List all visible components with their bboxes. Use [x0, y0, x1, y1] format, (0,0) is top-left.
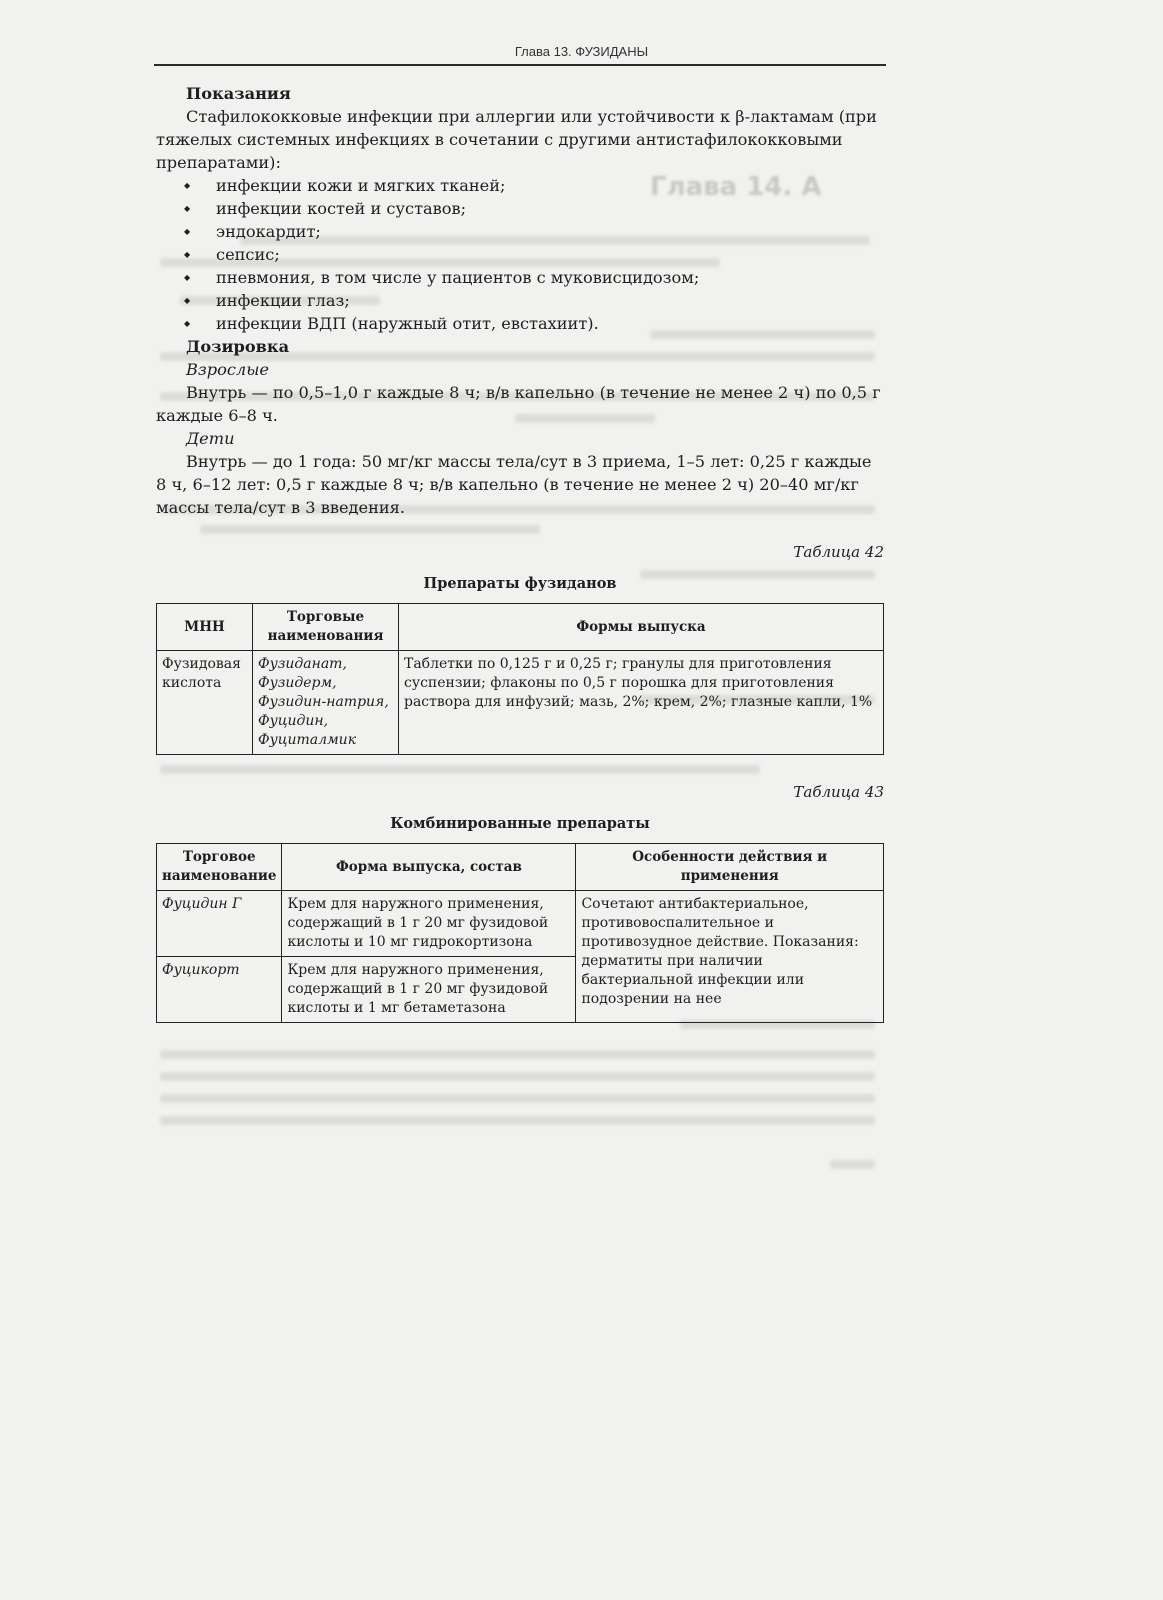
page-content — [156, 82, 884, 1023]
trade-name: Фузиданат, — [258, 656, 347, 672]
table42-title: Препараты фузиданов — [423, 575, 617, 592]
table-row — [157, 651, 884, 755]
col-name-header: Торговое наименование — [157, 844, 282, 891]
cell-inn: Фузидовая кислота — [157, 651, 253, 755]
trade-name: Фузидерм, — [258, 675, 337, 691]
list-item: ◆ инфекции глаз; — [184, 289, 884, 312]
cell-name: Фуцидин Г — [157, 891, 282, 957]
table43-caption: Таблица 43 — [793, 783, 884, 801]
list-item: ◆ инфекции костей и суставов; — [184, 197, 884, 220]
trade-name: Фузидин-натрия, — [258, 694, 389, 710]
list-item: ◆ инфекции ВДП (наружный отит, евстахиит). — [184, 312, 884, 335]
col-composition-header: Форма выпуска, состав — [282, 844, 576, 891]
cell-composition: Крем для наружного применения, содержащий в 1 г 20 мг фузидовой кислоты и 10 мг гидрокортизона — [282, 891, 576, 957]
adults-subheading: Взрослые — [186, 360, 269, 379]
cell-features: Сочетают антибактериальное, противовоспалительное и противозудное действие. Показания: дерматиты при наличии бактериальной инфекции или подозрении на нее — [576, 891, 884, 1023]
table-header-row — [157, 604, 884, 651]
list-item: ◆ инфекции кожи и мягких тканей; — [184, 174, 884, 197]
list-item: ◆ пневмония, в том числе у пациентов с муковисцидозом; — [184, 266, 884, 289]
col-inn-header: МНН — [157, 604, 253, 651]
table-row — [157, 891, 884, 957]
trade-name: Фуцидин, — [258, 713, 329, 729]
cell-composition: Крем для наружного применения, содержащий в 1 г 20 мг фузидовой кислоты и 1 мг бетаметазона — [282, 957, 576, 1023]
col-features-header: Особенности действия и применения — [576, 844, 884, 891]
table43 — [156, 843, 884, 1023]
col-trade-header: Торговые наименования — [253, 604, 399, 651]
cell-trade-names — [253, 651, 399, 755]
trade-name: Фуциталмик — [258, 732, 357, 748]
adults-dosage: Внутрь — по 0,5–1,0 г каждые 8 ч; в/в капельно (в течение не менее 2 ч) по 0,5 г каждые 6–8 ч. — [156, 383, 881, 425]
table42 — [156, 603, 884, 755]
bleed-line — [160, 1072, 875, 1081]
bleed-line — [830, 1160, 875, 1169]
bleed-line — [160, 1050, 875, 1059]
bleed-line — [160, 1094, 875, 1103]
list-item: ◆ эндокардит; — [184, 220, 884, 243]
indications-list — [156, 174, 884, 335]
cell-name: Фуцикорт — [157, 957, 282, 1023]
table42-caption: Таблица 42 — [793, 543, 884, 561]
list-item: ◆ сепсис; — [184, 243, 884, 266]
children-subheading: Дети — [186, 429, 235, 448]
indications-heading: Показания — [186, 84, 291, 103]
col-forms-header: Формы выпуска — [399, 604, 884, 651]
table-header-row — [157, 844, 884, 891]
running-header: Глава 13. ФУЗИДАНЫ — [514, 44, 649, 59]
children-dosage: Внутрь — до 1 года: 50 мг/кг массы тела/сут в 3 приема, 1–5 лет: 0,25 г каждые 8 ч, 6–12 лет: 0,5 г каждые 8 ч; в/в капельно (в течение не менее 2 ч) 20–40 мг/кг массы тела/сут в 3 введения. — [156, 452, 872, 517]
dosage-heading: Дозировка — [186, 337, 290, 356]
bleed-through-title: Глава 14. А — [650, 172, 822, 202]
bleed-line — [160, 1116, 875, 1125]
table43-title: Комбинированные препараты — [390, 815, 650, 832]
header-rule — [154, 64, 886, 66]
indications-intro: Стафилококковые инфекции при аллергии или устойчивости к β-лактамам (при тяжелых системных инфекциях в сочетании с другими антистафилококковыми препаратами): — [156, 107, 877, 172]
cell-forms: Таблетки по 0,125 г и 0,25 г; гранулы для приготовления суспензии; флаконы по 0,5 г порошка для приготовления раствора для инфузий; мазь, 2%; крем, 2%; глазные капли, 1% — [399, 651, 884, 755]
